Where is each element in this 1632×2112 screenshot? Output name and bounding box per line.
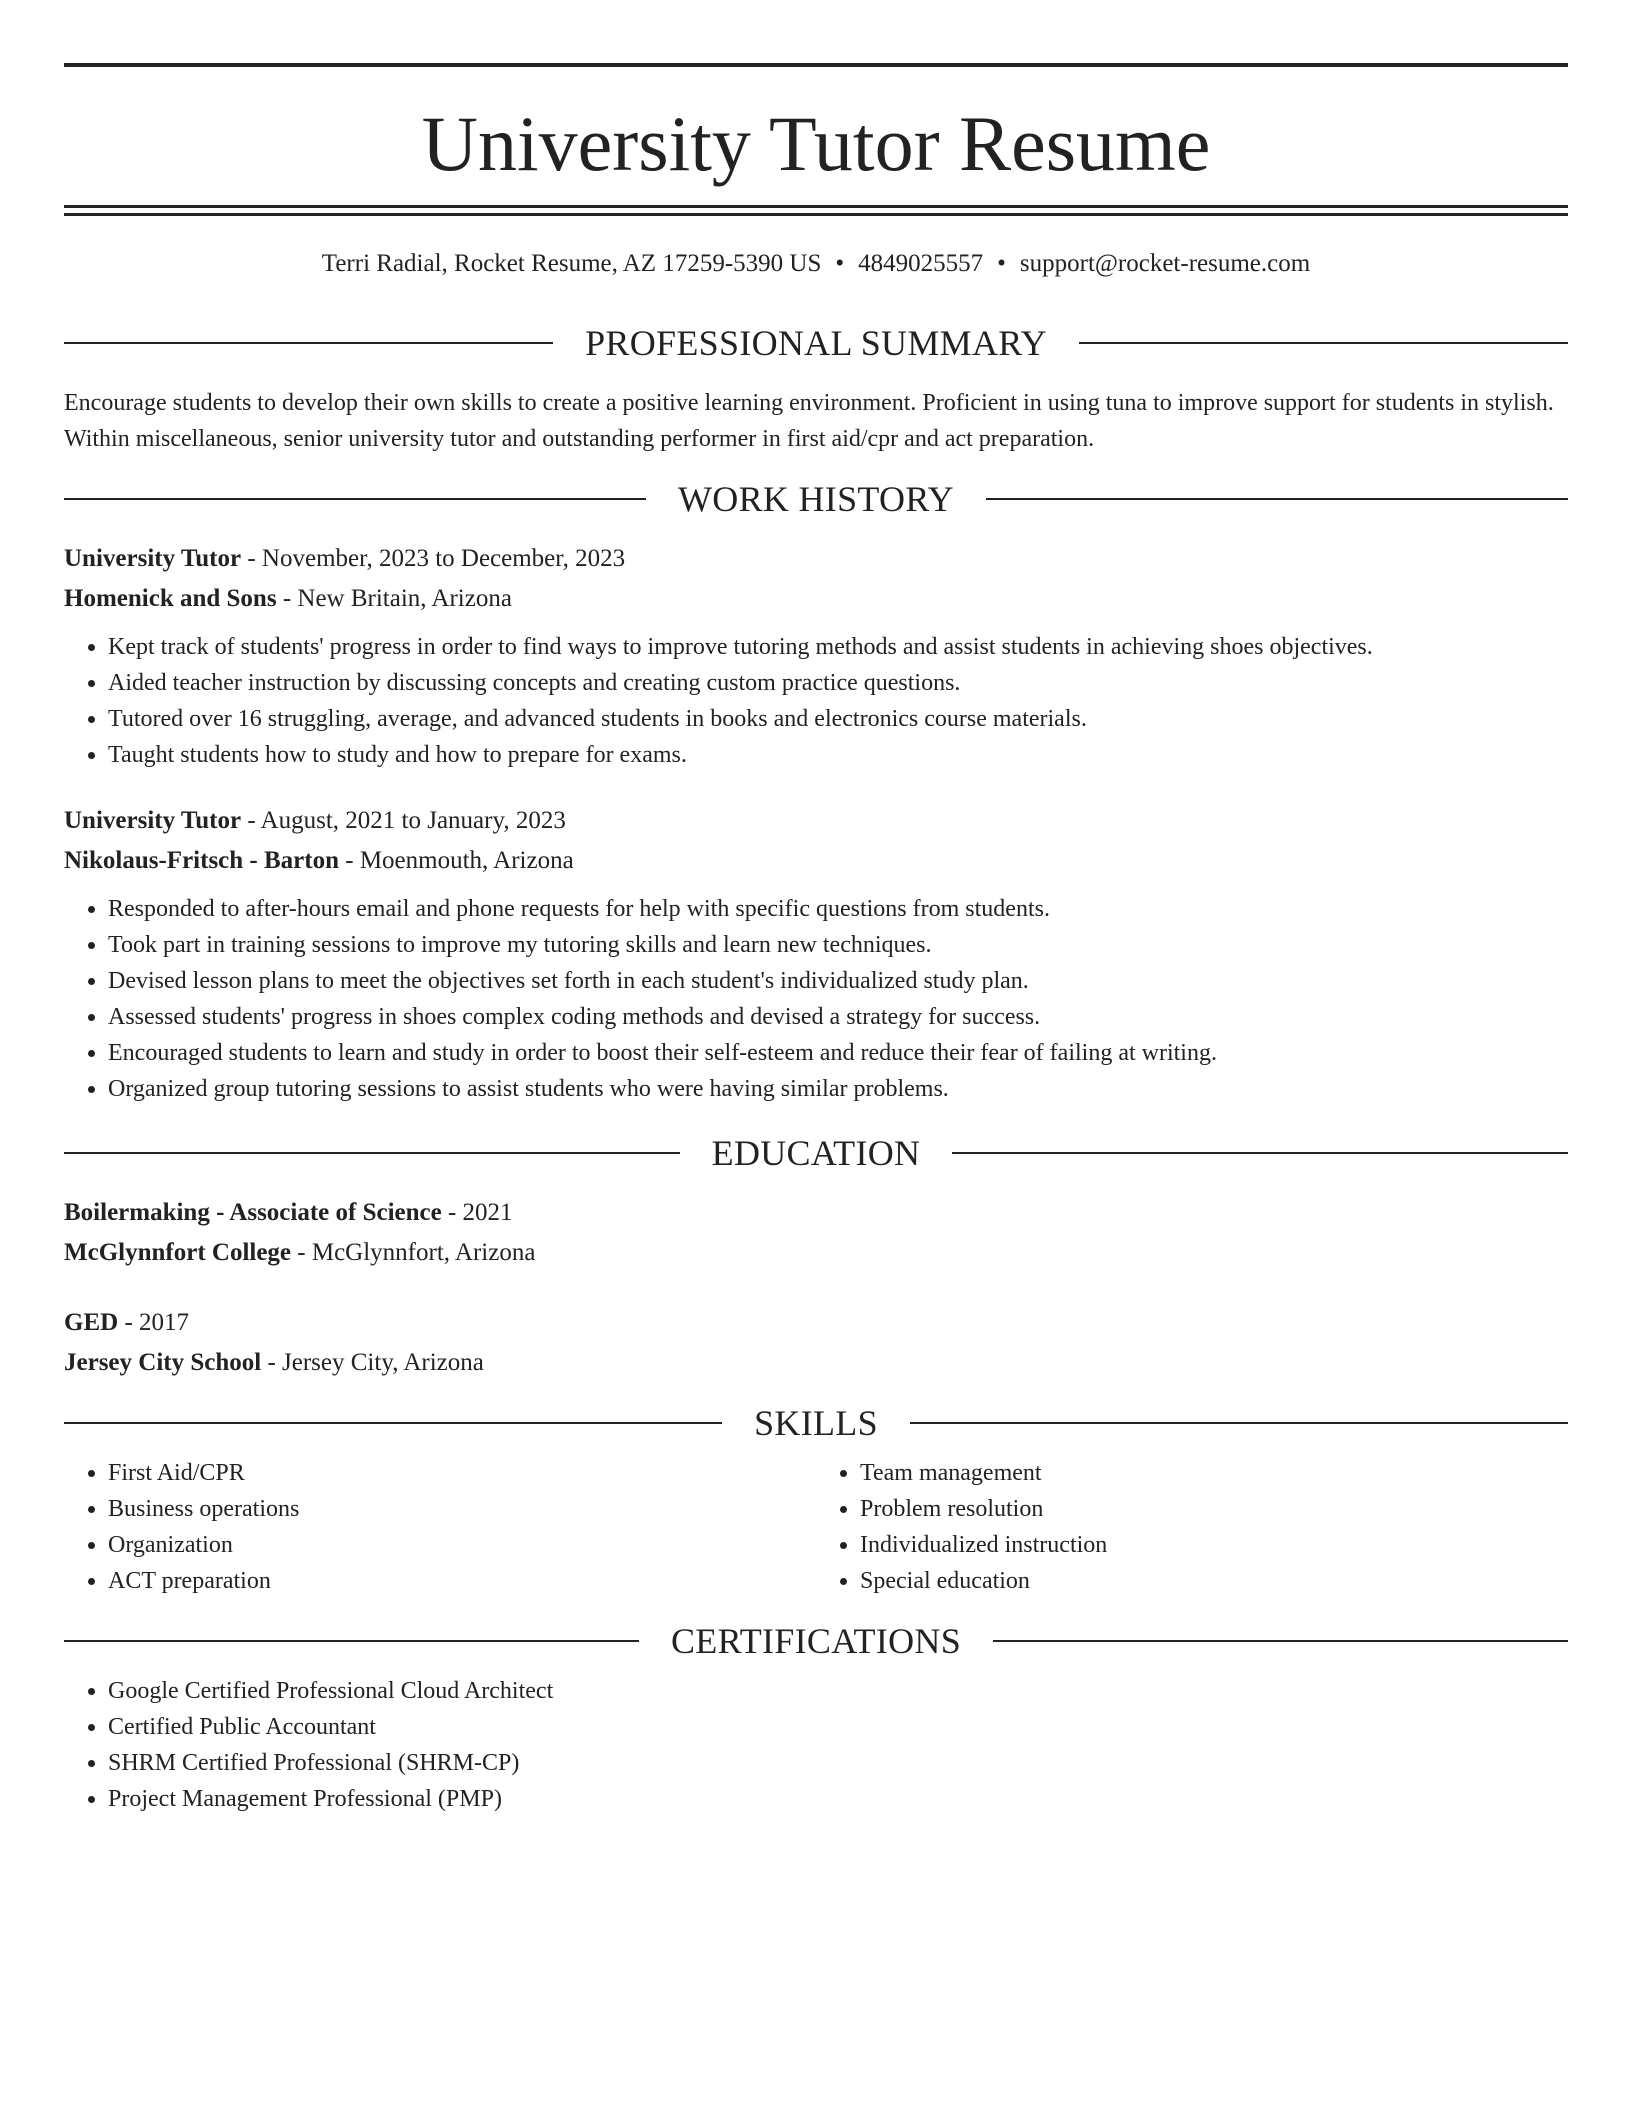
education-degree: GED xyxy=(64,1309,119,1336)
skills-list xyxy=(64,1455,1568,1599)
certification-item: • Project Management Professional (PMP) xyxy=(108,1781,1568,1817)
section-rule-left xyxy=(64,342,553,344)
certifications-section-header xyxy=(64,1621,1568,1661)
job-title: University Tutor xyxy=(64,807,242,834)
skill-item: • Team management xyxy=(860,1455,1568,1491)
section-rule-right xyxy=(1079,342,1568,344)
job-dates: - November, 2023 to December, 2023 xyxy=(241,545,626,572)
job-company-line xyxy=(64,841,1568,881)
section-rule-left xyxy=(64,1640,639,1642)
education-year: - 2017 xyxy=(118,1309,190,1336)
skill-item: • ACT preparation xyxy=(108,1563,816,1599)
education-section-header xyxy=(64,1133,1568,1173)
contact-separator: • xyxy=(997,250,1006,277)
skill-item: • Individualized instruction xyxy=(860,1527,1568,1563)
top-rule xyxy=(64,63,1568,67)
certification-item: • SHRM Certified Professional (SHRM-CP) xyxy=(108,1745,1568,1781)
certifications-items xyxy=(64,1673,1568,1817)
education-school: McGlynnfort College xyxy=(64,1239,292,1266)
skills-column-right xyxy=(816,1455,1568,1599)
contact-line xyxy=(64,249,1568,279)
skill-item: • Organization xyxy=(108,1527,816,1563)
page-title: University Tutor Resume xyxy=(421,100,1211,187)
job-bullet: • Taught students how to study and how to prepare for exams. xyxy=(108,737,1568,773)
section-rule-right xyxy=(986,498,1568,500)
education-location: - McGlynnfort, Arizona xyxy=(291,1239,536,1266)
job-company: Nikolaus-Fritsch - Barton xyxy=(64,847,339,874)
job-bullet: • Kept track of students' progress in order to find ways to improve tutoring methods and assist students in achieving shoes objectives. xyxy=(108,629,1568,665)
education-degree: Boilermaking - Associate of Science xyxy=(64,1199,442,1226)
skill-item: • Business operations xyxy=(108,1491,816,1527)
job-bullet: • Responded to after-hours email and phone requests for help with specific questions from students. xyxy=(108,891,1568,927)
section-rule-right xyxy=(910,1422,1568,1424)
certifications-heading: CERTIFICATIONS xyxy=(670,1621,962,1661)
job-company-line xyxy=(64,579,1568,619)
job-entry xyxy=(64,801,1568,1107)
job-company: Homenick and Sons xyxy=(64,585,277,612)
education-year: - 2021 xyxy=(441,1199,513,1226)
section-rule-left xyxy=(64,498,646,500)
education-heading: EDUCATION xyxy=(711,1133,921,1173)
education-degree-line xyxy=(64,1193,1568,1233)
job-bullet: • Took part in training sessions to improve my tutoring skills and learn new techniques. xyxy=(108,927,1568,963)
job-location: - New Britain, Arizona xyxy=(276,585,512,612)
job-bullet: • Organized group tutoring sessions to assist students who were having similar problems. xyxy=(108,1071,1568,1107)
contact-phone: 4849025557 xyxy=(858,250,984,277)
education-entry xyxy=(64,1303,1568,1383)
contact-address: Terri Radial, Rocket Resume, AZ 17259-5390 US xyxy=(321,250,822,277)
section-rule-right xyxy=(952,1152,1568,1154)
job-location: - Moenmouth, Arizona xyxy=(339,847,574,874)
title-double-rule xyxy=(64,205,1568,216)
summary-text: Encourage students to develop their own skills to create a positive learning environment. Proficient in using tuna to improve support for students in stylish. Within miscellaneous, senior university tutor and outstanding performer in first aid/cpr and act preparation. xyxy=(64,390,1554,452)
skill-item: • First Aid/CPR xyxy=(108,1455,816,1491)
education-degree-line xyxy=(64,1303,1568,1343)
work-heading: WORK HISTORY xyxy=(678,479,954,519)
job-bullets xyxy=(64,629,1568,773)
certification-item: • Google Certified Professional Cloud Architect xyxy=(108,1673,1568,1709)
work-section-header xyxy=(64,479,1568,519)
education-school-line xyxy=(64,1233,1568,1273)
skills-heading: SKILLS xyxy=(754,1403,878,1443)
job-bullet: • Tutored over 16 struggling, average, and advanced students in books and electronics course materials. xyxy=(108,701,1568,737)
section-rule-left xyxy=(64,1152,680,1154)
job-entry xyxy=(64,539,1568,773)
job-bullet: • Encouraged students to learn and study in order to boost their self-esteem and reduce their fear of failing at writing. xyxy=(108,1035,1568,1071)
education-school: Jersey City School xyxy=(64,1349,262,1376)
job-bullet: • Aided teacher instruction by discussing concepts and creating custom practice questions. xyxy=(108,665,1568,701)
certifications-list xyxy=(64,1673,1568,1817)
job-title-line xyxy=(64,539,1568,579)
education-school-line xyxy=(64,1343,1568,1383)
contact-email: support@rocket-resume.com xyxy=(1019,250,1311,277)
certification-item: • Certified Public Accountant xyxy=(108,1709,1568,1745)
contact-separator: • xyxy=(835,250,845,277)
section-rule-right xyxy=(993,1640,1568,1642)
skill-item: • Problem resolution xyxy=(860,1491,1568,1527)
job-title-line xyxy=(64,801,1568,841)
job-bullets xyxy=(64,891,1568,1107)
skills-column-left xyxy=(64,1455,816,1599)
skill-item: • Special education xyxy=(860,1563,1568,1599)
job-bullet: • Assessed students' progress in shoes complex coding methods and devised a strategy for success. xyxy=(108,999,1568,1035)
skills-section-header xyxy=(64,1403,1568,1443)
summary-heading: PROFESSIONAL SUMMARY xyxy=(585,323,1047,363)
education-location: - Jersey City, Arizona xyxy=(261,1349,484,1376)
job-dates: - August, 2021 to January, 2023 xyxy=(241,807,566,834)
job-bullet: • Devised lesson plans to meet the objectives set forth in each student's individualized study plan. xyxy=(108,963,1568,999)
job-title: University Tutor xyxy=(64,545,242,572)
summary-section-header xyxy=(64,323,1568,363)
section-rule-left xyxy=(64,1422,722,1424)
education-entry xyxy=(64,1193,1568,1273)
